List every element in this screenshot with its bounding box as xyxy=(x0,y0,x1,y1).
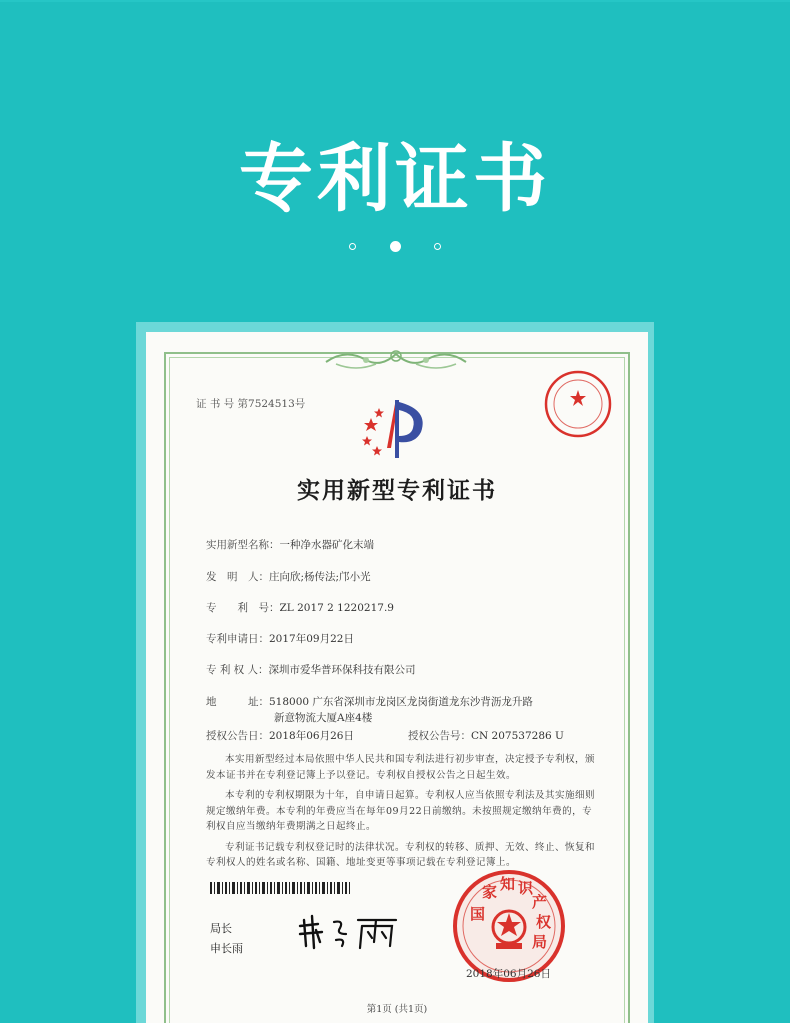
patentee-value: 深圳市爱华普环保科技有限公司 xyxy=(268,664,416,676)
grant-number-label: 授权公告号： xyxy=(408,730,471,742)
application-date-row xyxy=(206,631,354,646)
body-paragraph-1: 本实用新型经过本局依照中华人民共和国专利法进行初步审查，决定授予专利权，颁发本证书并在专利登记簿上予以登记。专利权自授权公告之日起生效。 xyxy=(206,754,596,781)
agency-stamp-icon xyxy=(542,368,614,440)
svg-text:家: 家 xyxy=(482,883,498,901)
chief-label: 局长 xyxy=(210,922,232,935)
patent-number-row xyxy=(206,600,394,615)
barcode-icon xyxy=(210,882,350,894)
grant-date-row xyxy=(206,728,354,743)
page-number: 第1页 (共1页) xyxy=(366,1004,428,1015)
patent-number-label: 专 利 号： xyxy=(206,602,280,614)
grant-number-row xyxy=(408,728,564,743)
inventor-row xyxy=(206,569,371,584)
patentee-label: 专 利 权 人： xyxy=(206,664,269,676)
svg-text:产: 产 xyxy=(532,893,548,911)
carousel-dot-1[interactable] xyxy=(349,243,356,250)
body-paragraph-2: 本专利的专利权期限为十年，自申请日起算。专利权人应当依照专利法及其实施细则规定缴纳年费。本专利的年费应当在每年09月22日前缴纳。未按照规定缴纳年费的，专利权自应当缴纳年费期满之日起终止。 xyxy=(206,790,596,832)
certificate-number: 证 书 号 第7524513号 xyxy=(196,398,306,410)
application-date-label: 专利申请日： xyxy=(206,633,269,645)
svg-text:识: 识 xyxy=(518,879,534,897)
top-accent-line xyxy=(0,0,790,2)
patentee-row xyxy=(206,662,416,677)
address-label: 地 址： xyxy=(206,696,269,708)
svg-text:局: 局 xyxy=(532,933,548,951)
body-paragraph-3: 专利证书记载专利权登记时的法律状况。专利权的转移、质押、无效、终止、恢复和专利权人的姓名或名称、国籍、地址变更等事项记载在专利登记簿上。 xyxy=(206,841,596,868)
utility-model-name-value: 一种净水器矿化末端 xyxy=(279,539,374,551)
address-line-2-row xyxy=(274,710,372,725)
patent-certificate xyxy=(146,332,648,1023)
certificate-title: 实用新型专利证书 xyxy=(297,477,497,504)
inventor-value: 庄向欣;杨传法;邝小光 xyxy=(269,571,371,583)
address-line-2: 新意物流大厦A座4楼 xyxy=(274,712,373,724)
inventor-label: 发 明 人： xyxy=(206,571,269,583)
grant-date-value: 2018年06月26日 xyxy=(269,730,354,742)
chief-name: 申长雨 xyxy=(210,942,243,955)
certificate-body xyxy=(206,752,596,876)
svg-text:国: 国 xyxy=(470,905,486,923)
patent-office-emblem-icon xyxy=(351,392,441,462)
seal-date: 2018年06月26日 xyxy=(466,968,551,980)
chief-signature-icon xyxy=(296,912,406,952)
patent-number-value: ZL 2017 2 1220217.9 xyxy=(279,602,394,614)
floral-ornament-icon xyxy=(316,344,476,374)
application-date-value: 2017年09月22日 xyxy=(269,633,354,645)
address-row xyxy=(206,694,533,709)
page-title: 专利证书 xyxy=(239,136,551,222)
carousel-dot-3[interactable] xyxy=(434,243,441,250)
grant-date-label: 授权公告日： xyxy=(206,730,269,742)
utility-model-name-label: 实用新型名称： xyxy=(206,539,280,551)
svg-text:权: 权 xyxy=(536,913,552,931)
carousel-dot-2-active[interactable] xyxy=(390,241,401,252)
grant-number-value: CN 207537286 U xyxy=(471,730,564,742)
address-line-1: 518000 广东省深圳市龙岗区龙岗街道龙东沙背沥龙升路 xyxy=(269,696,533,708)
carousel-indicator xyxy=(0,236,790,255)
svg-text:知: 知 xyxy=(500,875,516,893)
utility-model-name-row xyxy=(206,537,374,552)
